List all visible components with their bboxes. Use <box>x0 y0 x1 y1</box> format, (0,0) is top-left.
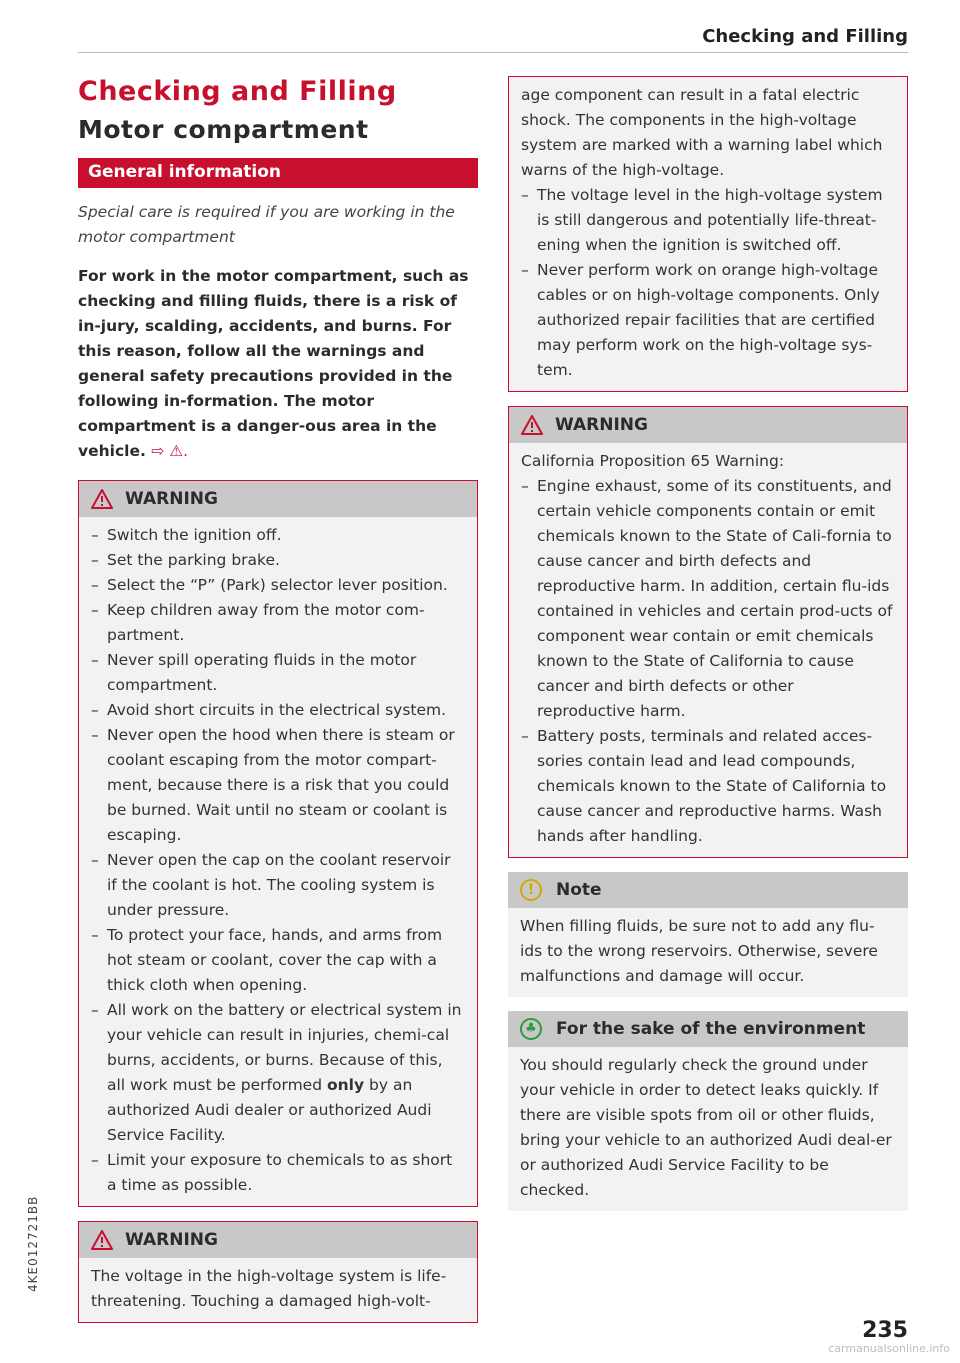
list-item: – Battery posts, terminals and related acces-sories contain lead and lead compounds, chemicals known to the State of California to cause cancer and reproductive harms. Wash hands after handling. <box>521 724 895 849</box>
warning-box-prop65 <box>508 406 908 858</box>
warning-list <box>521 183 895 383</box>
warning-list <box>91 523 465 1198</box>
list-item: – Never spill operating fluids in the motor compartment. <box>91 648 465 698</box>
note-text: When filling fluids, be sure not to add any flu-ids to the wrong reservoirs. Otherwise, severe malfunctions and damage will occur. <box>520 917 878 985</box>
warning-box-body <box>509 77 907 391</box>
warning-triangle-icon <box>91 1230 113 1250</box>
note-box <box>508 872 908 997</box>
warning-box-high-voltage <box>78 1221 478 1323</box>
environment-box-header <box>508 1011 908 1047</box>
note-box-body <box>508 908 908 997</box>
watermark: carmanualsonline.info <box>828 1342 950 1355</box>
warning-reference-link[interactable]: ⇨ ⚠. <box>151 442 189 460</box>
environment-box <box>508 1011 908 1211</box>
list-item: – Never open the hood when there is steam or coolant escaping from the motor compart-ment, because there is a risk that you could be burned. Wait until no steam or coolant is escaping. <box>91 723 465 848</box>
warning-box-general <box>78 480 478 1207</box>
chapter-title: Checking and Filling <box>78 76 397 107</box>
safety-paragraph-text: For work in the motor compartment, such as checking and filling fluids, there is a risk of in-jury, scalding, accidents, and burns. For this reason, follow all the warnings and general safety precautions provided in the following in-formation. The motor compartment is a danger-ous area in the vehicle. <box>78 267 469 460</box>
section-title: Motor compartment <box>78 115 369 144</box>
warning-box-body <box>79 517 477 1206</box>
list-item: – Keep children away from the motor com-partment. <box>91 598 465 648</box>
warning-box-header <box>79 481 477 517</box>
document-code: 4KE012721BB <box>26 1195 40 1292</box>
safety-paragraph <box>78 264 478 464</box>
subsection-title: General information <box>78 158 478 188</box>
exclamation-circle-icon: ! <box>520 879 542 901</box>
list-item: – Avoid short circuits in the electrical system. <box>91 698 465 723</box>
emphasis-only: only <box>326 1076 365 1094</box>
list-item-text: All work on the battery or electrical system in your vehicle can result in injuries, chemi-cal burns, accidents, or burns. Because of this, all work must be performed <box>107 1001 462 1094</box>
warning-box-header <box>509 407 907 443</box>
list-item: – Switch the ignition off. <box>91 523 465 548</box>
leaf-circle-icon: ♣ <box>520 1018 542 1040</box>
warning-title: WARNING <box>125 489 218 509</box>
warning-box-high-voltage-continued <box>508 76 908 392</box>
list-item: – Engine exhaust, some of its constituents, and certain vehicle components contain or emit chemicals known to the State of Cali-fornia to cause cancer and birth defects and reproductive harm. In addition, certain flu-ids contained in vehicles and certain prod-ucts of component wear contain or emit chemicals known to the State of California to cause cancer and birth defects or other reproductive harm. <box>521 474 895 724</box>
warning-box-header <box>79 1222 477 1258</box>
warning-title: WARNING <box>125 1230 218 1250</box>
left-column <box>78 76 478 1337</box>
warning-title: WARNING <box>555 415 648 435</box>
list-item: – Never perform work on orange high-voltage cables or on high-voltage components. Only authorized repair facilities that are certified may perform work on the high-voltage sys-tem. <box>521 258 895 383</box>
page-number: 235 <box>862 1318 908 1343</box>
high-voltage-text-continued: age component can result in a fatal electric shock. The components in the high-voltage system are marked with a warning label which warns of the high-voltage. <box>521 86 883 179</box>
high-voltage-text-start: The voltage in the high-voltage system is life-threatening. Touching a damaged high-volt- <box>91 1267 447 1310</box>
warning-triangle-icon <box>91 489 113 509</box>
list-item: – Never open the cap on the coolant reservoir if the coolant is hot. The cooling system is under pressure. <box>91 848 465 923</box>
warning-box-body <box>79 1258 477 1322</box>
warning-box-body <box>509 443 907 857</box>
list-item <box>91 998 465 1148</box>
list-item: – The voltage level in the high-voltage system is still dangerous and potentially life-threat-ening when the ignition is switched off. <box>521 183 895 258</box>
list-item: – To protect your face, hands, and arms from hot steam or coolant, cover the cap with a thick cloth when opening. <box>91 923 465 998</box>
list-item: – Select the “P” (Park) selector lever position. <box>91 573 465 598</box>
environment-box-body <box>508 1047 908 1211</box>
header-rule <box>78 52 908 53</box>
environment-text: You should regularly check the ground under your vehicle in order to detect leaks quickly. If there are visible spots from oil or other fluids, bring your vehicle to an authorized Audi deal-er or authorized Audi Service Facility to be checked. <box>520 1056 892 1199</box>
list-item-text: by an authorized Audi dealer or authorized Audi Service Facility. <box>107 1076 432 1144</box>
note-box-header <box>508 872 908 908</box>
warning-list <box>521 474 895 849</box>
note-title: Note <box>556 880 602 900</box>
list-item: – Limit your exposure to chemicals to as short a time as possible. <box>91 1148 465 1198</box>
right-column <box>508 76 908 1225</box>
prop65-intro: California Proposition 65 Warning: <box>521 452 785 470</box>
list-item: – Set the parking brake. <box>91 548 465 573</box>
running-header: Checking and Filling <box>702 26 908 47</box>
environment-title: For the sake of the environment <box>556 1019 866 1039</box>
intro-text: Special care is required if you are working in the motor compartment <box>78 203 455 246</box>
warning-triangle-icon <box>521 415 543 435</box>
